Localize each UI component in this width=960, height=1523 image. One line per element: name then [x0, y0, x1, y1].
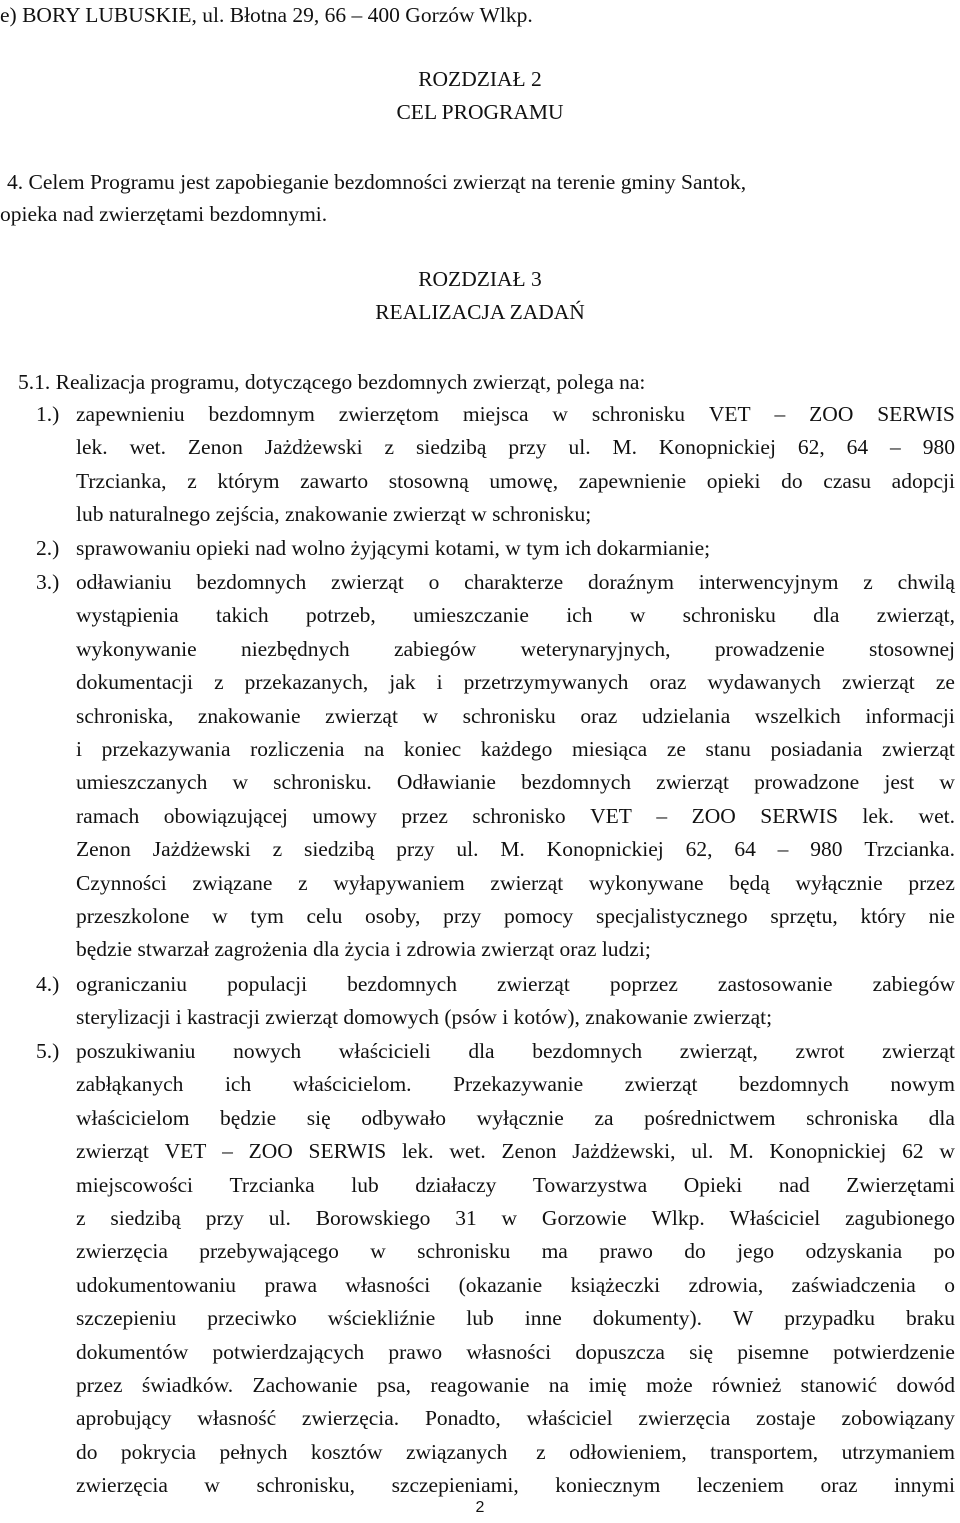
chapter-3-title: REALIZACJA ZADAŃ — [375, 300, 585, 324]
list-item-5-line: zwierząt VET – ZOO SERWIS lek. wet. Zenon Jażdżewski, ul. M. Konopnickiej 62 w — [76, 1139, 955, 1164]
list-item-5-line: do pokrycia pełnych kosztów związanych z odłowieniem, transportem, utrzymaniem — [76, 1439, 955, 1464]
list-item-3-line: umieszczanych w schronisku. Odławianie bezdomnych zwierząt prowadzone jest w — [76, 770, 955, 795]
list-item-5-number: 5.) — [36, 1039, 60, 1063]
list-item-2-text: sprawowaniu opieki nad wolno żyjącymi kotami, w tym ich dokarmianie; — [76, 536, 711, 560]
list-item-5-line: szczepieniu przeciwko wściekliźnie lub inne dokumenty). W przypadku braku — [76, 1306, 955, 1331]
list-item-3-line: będzie stwarzał zagrożenia dla życia i zdrowia zwierząt oraz ludzi; — [76, 937, 651, 962]
list-item-4-number: 4.) — [36, 972, 60, 996]
list-item-1-line: lek. wet. Zenon Jażdżewski z siedzibą przy ul. M. Konopnickiej 62, 64 – 980 — [76, 435, 955, 460]
list-item-5-line: poszukiwaniu nowych właścicieli dla bezdomnych zwierząt, zwrot zwierząt — [76, 1039, 955, 1063]
chapter-2-label: ROZDZIAŁ 2 — [418, 67, 542, 91]
list-item-3-line: wykonywanie niezbędnych zabiegów weterynaryjnych, prowadzenie stosownej — [76, 636, 955, 661]
list-item-5-line: zabłąkanych ich właścicielom. Przekazywanie zwierząt bezdomnych nowym — [76, 1072, 955, 1097]
list-item-3-line: Zenon Jażdżewski z siedzibą przy ul. M. Konopnickiej 62, 64 – 980 Trzcianka. — [76, 837, 955, 862]
list-item-3-line: i przekazywania rozliczenia na koniec każdego miesiąca ze stanu posiadania zwierząt — [76, 737, 955, 761]
list-item-5-line: miejscowości Trzcianka lub działaczy Towarzystwa Opieki nad Zwierzętami — [76, 1172, 955, 1197]
list-item-4-line: sterylizacji i kastracji zwierząt domowych (psów i kotów), znakowanie zwierząt; — [76, 1005, 773, 1030]
list-item-3-line: odławianiu bezdomnych zwierząt o charakterze doraźnym interwencyjnym z chwilą — [76, 570, 955, 594]
paragraph-4-line-2: opieka nad zwierzętami bezdomnymi. — [0, 202, 328, 226]
list-item-5-line: udokumentowaniu prawa własności (okazanie książeczki zdrowia, zaświadczenia o — [76, 1272, 955, 1297]
list-item-5-line: dokumentów potwierdzających prawo własności dopuszcza się pisemne potwierdzenie — [76, 1339, 955, 1364]
list-item-5-line: zwierzęcia w schronisku, szczepieniami, koniecznym leczeniem oraz innymi — [76, 1473, 955, 1498]
list-item-2-number: 2.) — [36, 536, 60, 560]
list-item-5-line: zwierzęcia przebywającego w schronisku ma prawo do jego odzyskania po — [76, 1239, 955, 1264]
list-item-4-line: ograniczaniu populacji bezdomnych zwierząt poprzez zastosowanie zabiegów — [76, 972, 955, 996]
chapter-3-label: ROZDZIAŁ 3 — [418, 267, 542, 291]
list-item-5-line: przez świadków. Zachowanie psa, reagowanie na imię może również stanowić dowód — [76, 1373, 955, 1397]
address-line: e) BORY LUBUSKIE, ul. Błotna 29, 66 – 400 Gorzów Wlkp. — [0, 3, 533, 27]
list-item-1-line: lub naturalnego zejścia, znakowanie zwierząt w schronisku; — [76, 502, 592, 527]
page-number: 2 — [475, 1499, 485, 1516]
list-item-3-line: schroniska, znakowanie zwierząt w schronisku oraz udzielania wszelkich informacji — [76, 703, 955, 728]
list-item-5-line: właścicielom będzie się odbywało wyłącznie za pośrednictwem schroniska dla — [76, 1105, 955, 1130]
list-item-3-line: Czynności związane z wyłapywaniem zwierząt wykonywane będą wyłącznie przez — [76, 870, 955, 895]
chapter-2-title: CEL PROGRAMU — [396, 100, 564, 124]
paragraph-5-1: 5.1. Realizacja programu, dotyczącego bezdomnych zwierząt, polega na: — [18, 370, 646, 394]
list-item-3-line: dokumentacji z przekazanych, jak i przetrzymywanych oraz wydawanych zwierząt ze — [76, 670, 955, 695]
list-item-5-line: aprobujący własność zwierzęcia. Ponadto, właściciel zwierzęcia zostaje zobowiązany — [76, 1406, 955, 1431]
list-item-3-number: 3.) — [36, 570, 60, 594]
list-item-3-line: ramach obowiązującej umowy przez schronisko VET – ZOO SERWIS lek. wet. — [76, 803, 955, 828]
list-item-1-line: zapewnieniu bezdomnym zwierzętom miejsca w schronisku VET – ZOO SERWIS — [76, 402, 955, 426]
list-item-3-line: przeszkolone w tym celu osoby, przy pomocy specjalistycznego sprzętu, który nie — [76, 904, 955, 928]
paragraph-4-line-1: 4. Celem Programu jest zapobieganie bezdomności zwierząt na terenie gminy Santok, — [7, 170, 747, 194]
list-item-3-line: wystąpienia takich potrzeb, umieszczanie ich w schronisku dla zwierząt, — [76, 603, 955, 628]
list-item-5-line: z siedzibą przy ul. Borowskiego 31 w Gorzowie Wlkp. Właściciel zagubionego — [76, 1206, 955, 1230]
list-item-1-line: Trzcianka, z którym zawarto stosowną umowę, zapewnienie opieki do czasu adopcji — [76, 468, 955, 493]
list-item-1-number: 1.) — [36, 402, 60, 426]
